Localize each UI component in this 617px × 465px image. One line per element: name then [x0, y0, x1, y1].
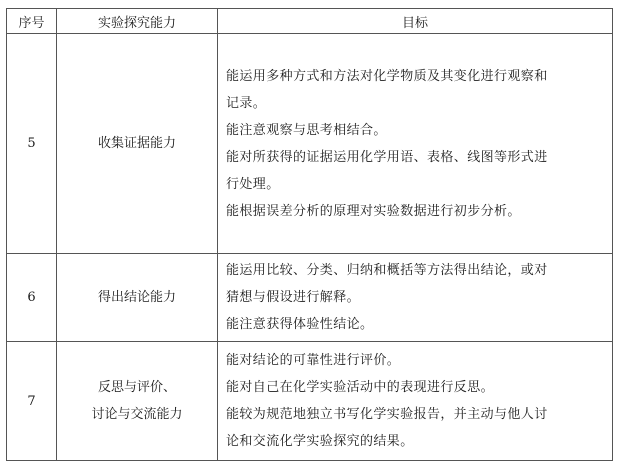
goal-line: 能运用比较、分类、归纳和概括等方法得出结论，或对: [226, 263, 548, 278]
ability-label: 讨论与交流能力: [91, 407, 183, 422]
goal-line: 能较为规范地独立书写化学实验报告，并主动与他人讨: [226, 407, 548, 422]
header-goal: 目标: [218, 9, 613, 34]
goal-line: 能运用多种方式和方法对化学物质及其变化进行观察和: [226, 68, 548, 84]
goal-line: 能对自己在化学实验活动中的表现进行反思。: [226, 380, 495, 395]
ability-label: 得出结论能力: [97, 290, 176, 305]
row-number: 6: [7, 254, 57, 342]
goal-line: 能对所获得的证据运用化学用语、表格、线图等形式进: [226, 149, 548, 165]
goal-line: 能对结论的可靠性进行评价。: [226, 353, 401, 368]
goal-line: 能注意获得体验性结论。: [226, 317, 374, 332]
table-row: [7, 342, 613, 461]
goal-cell: [218, 342, 613, 461]
goal-line: 猜想与假设进行解释。: [226, 290, 361, 305]
table-row: [7, 254, 613, 342]
goal-line: 能注意观察与思考相结合。: [226, 122, 387, 138]
header-row: [7, 9, 613, 34]
header-ability: 实验探究能力: [57, 9, 218, 34]
ability-label: 收集证据能力: [97, 136, 176, 151]
ability-label: 反思与评价、: [97, 380, 176, 395]
row-number: 5: [7, 34, 57, 254]
goal-cell: [218, 254, 613, 342]
ability-table: [6, 8, 613, 461]
table-row: [7, 34, 613, 254]
goal-line: 行处理。: [226, 176, 280, 192]
ability-cell: [57, 34, 218, 254]
goal-cell: [218, 34, 613, 254]
goal-line: 记录。: [226, 95, 267, 111]
row-number: 7: [7, 342, 57, 461]
goal-line: 能根据误差分析的原理对实验数据进行初步分析。: [226, 203, 521, 219]
ability-cell: [57, 342, 218, 461]
goal-line: 论和交流化学实验探究的结果。: [226, 434, 414, 449]
header-number: 序号: [7, 9, 57, 34]
ability-cell: [57, 254, 218, 342]
